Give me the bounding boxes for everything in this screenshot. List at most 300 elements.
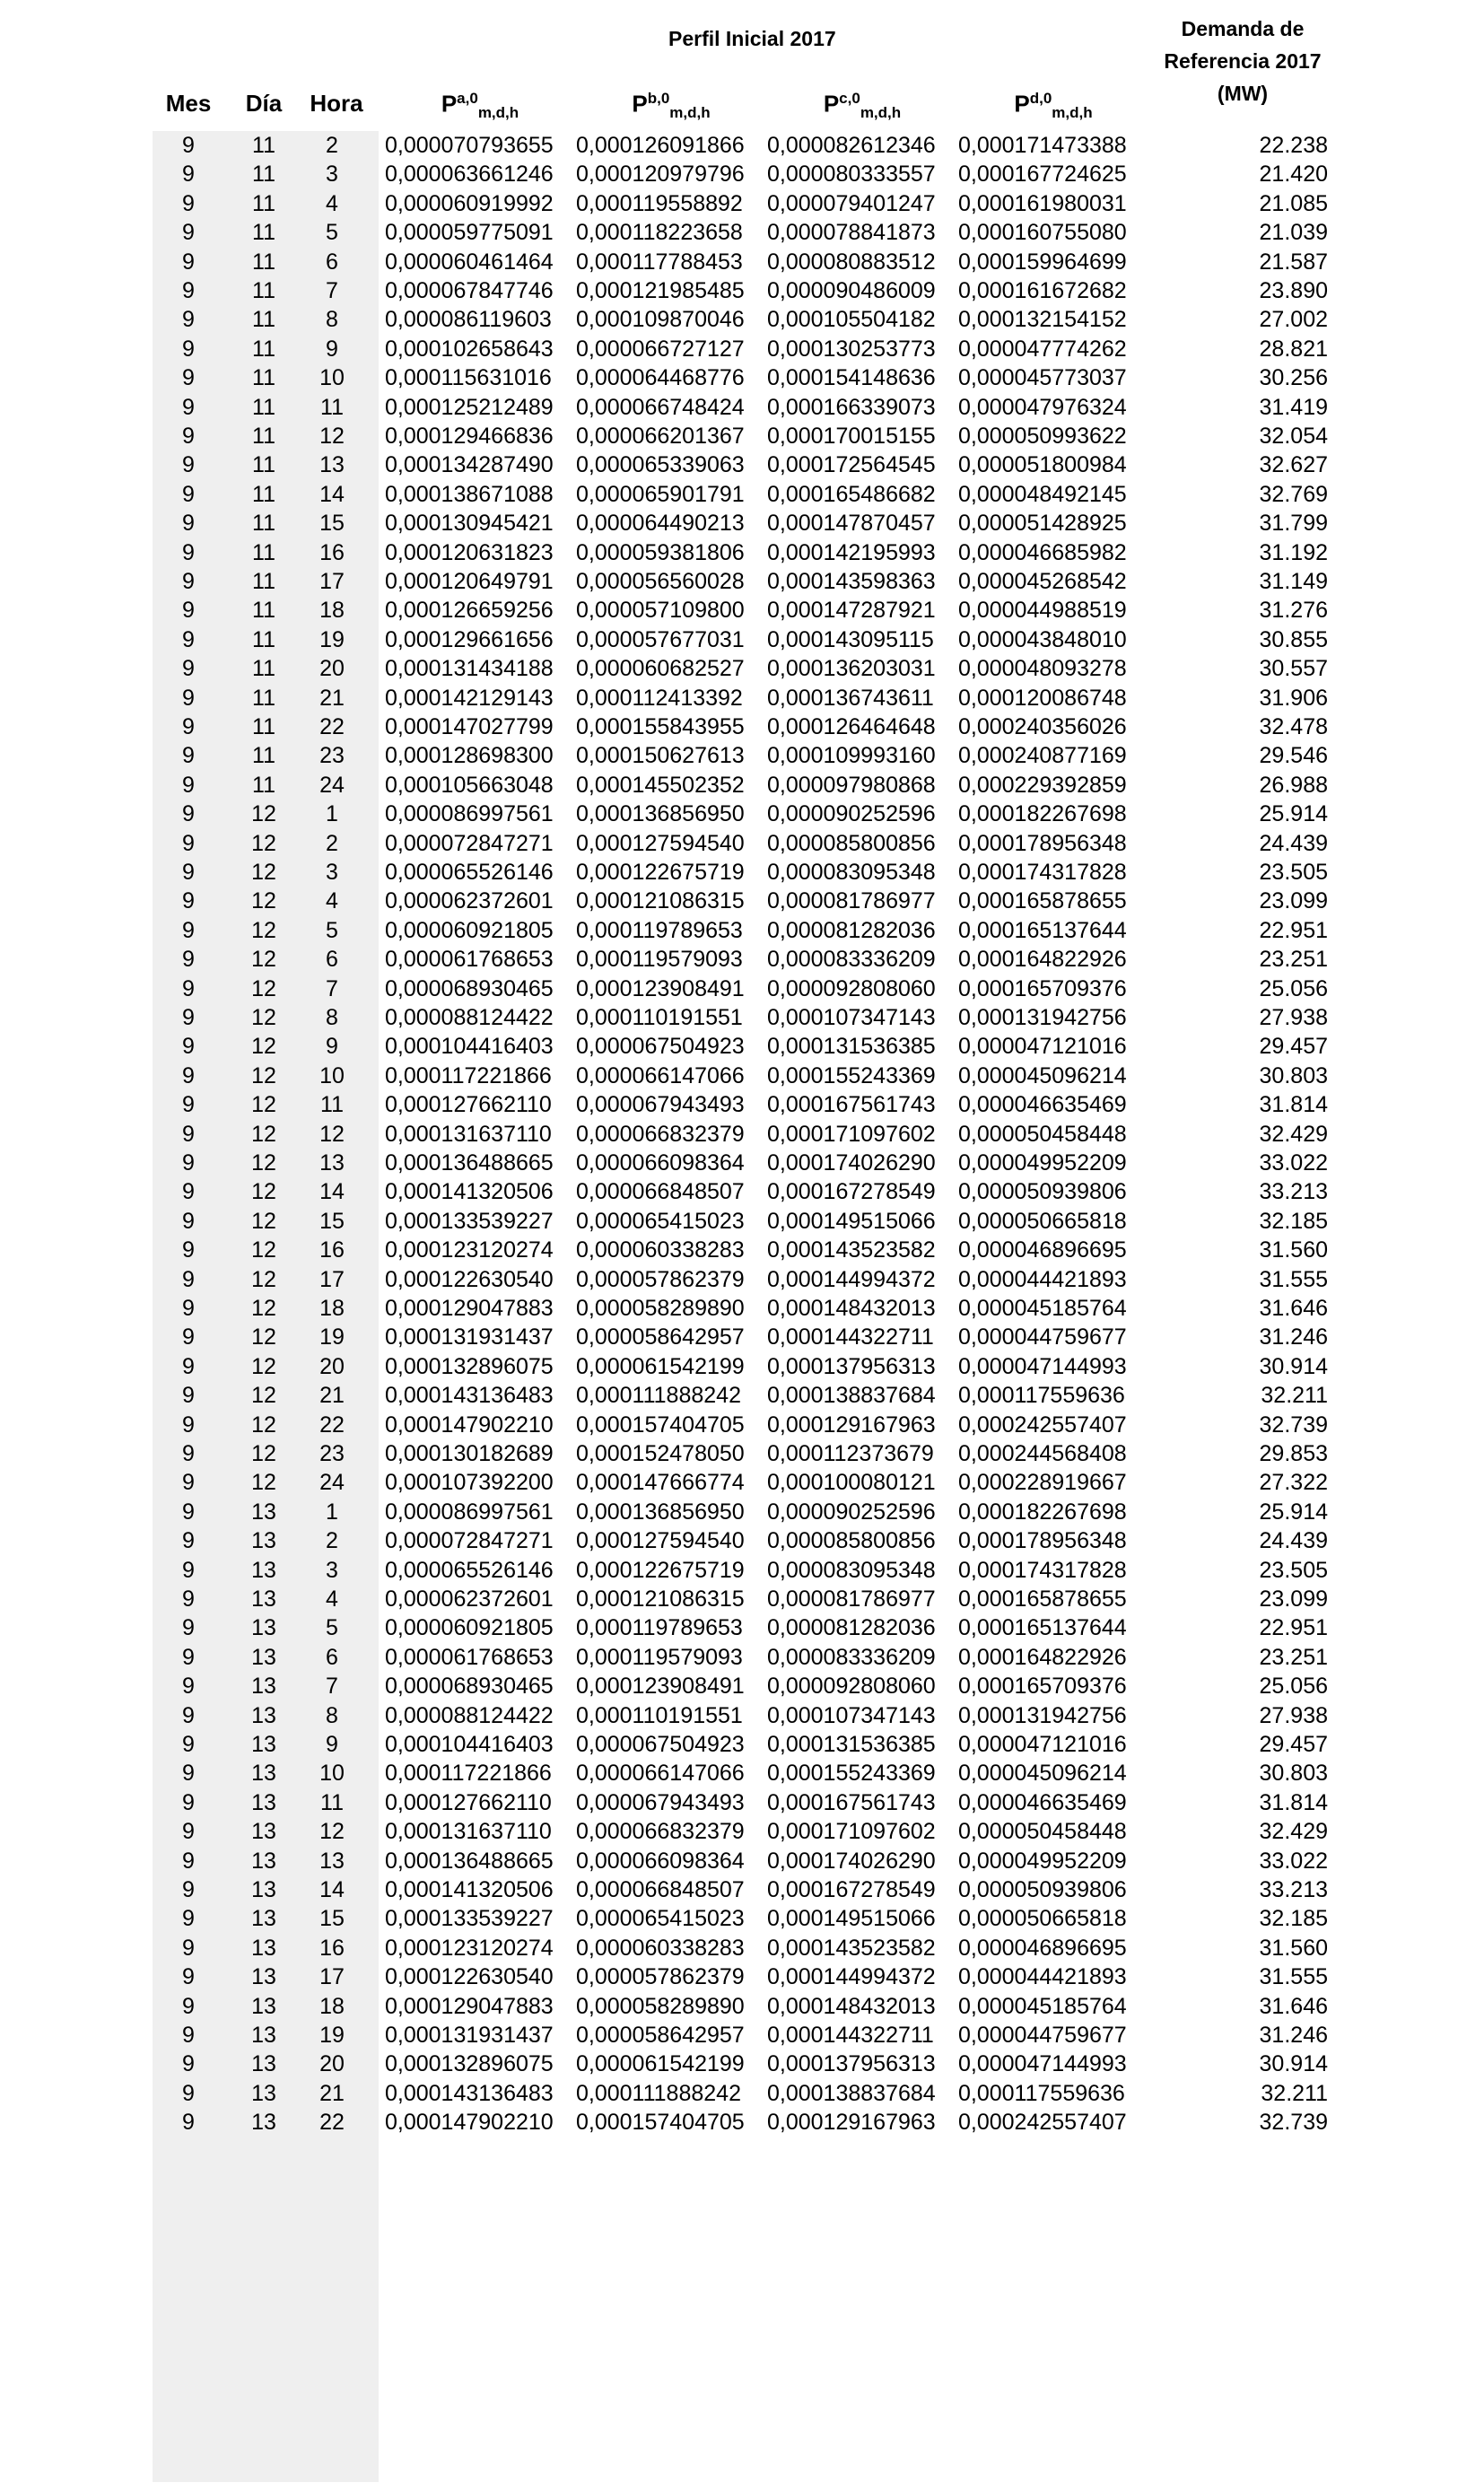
cell-pd: 0,000165709376 <box>958 1674 1127 1700</box>
cell-mes: 9 <box>182 1819 195 1845</box>
cell-pd: 0,000228919667 <box>958 1470 1127 1496</box>
cell-pa: 0,000131931437 <box>385 1324 554 1350</box>
cell-pa: 0,000122630540 <box>385 1266 554 1292</box>
cell-pd: 0,000045096214 <box>958 1761 1127 1787</box>
cell-pb: 0,000066748424 <box>576 394 745 420</box>
cell-mes: 9 <box>182 1499 195 1525</box>
cell-hora: 23 <box>319 743 345 769</box>
cell-pc: 0,000155243369 <box>767 1761 936 1787</box>
table-row <box>0 596 1484 625</box>
cell-pa: 0,000060461464 <box>385 249 554 275</box>
cell-mes: 9 <box>182 1324 195 1350</box>
cell-dia: 11 <box>252 772 275 798</box>
table-row <box>0 1177 1484 1207</box>
cell-hora: 19 <box>319 1324 345 1350</box>
cell-pc: 0,000078841873 <box>767 220 936 246</box>
cell-dia: 13 <box>251 1906 276 1932</box>
cell-pb: 0,000059381806 <box>576 539 745 565</box>
cell-demanda: 31.560 <box>1259 1935 1328 1961</box>
cell-pb: 0,000152478050 <box>576 1441 745 1466</box>
cell-pc: 0,000174026290 <box>767 1150 936 1176</box>
cell-pa: 0,000102658643 <box>385 336 554 362</box>
cell-mes: 9 <box>182 365 195 391</box>
cell-dia: 11 <box>252 626 275 652</box>
cell-pc: 0,000143598363 <box>767 569 936 594</box>
table-row <box>0 625 1484 655</box>
cell-pb: 0,000111888242 <box>576 2080 741 2106</box>
cell-hora: 21 <box>319 1383 345 1409</box>
table-row <box>0 1468 1484 1498</box>
cell-pa: 0,000143136483 <box>385 1383 554 1409</box>
cell-demanda: 31.799 <box>1259 511 1328 537</box>
superscript: b,0 <box>647 90 670 107</box>
cell-hora: 2 <box>326 830 338 856</box>
cell-hora: 4 <box>326 888 338 914</box>
column-header-pa <box>386 90 574 122</box>
cell-demanda: 32.739 <box>1259 1412 1328 1438</box>
cell-demanda: 23.099 <box>1259 888 1328 914</box>
cell-dia: 13 <box>251 1499 276 1525</box>
cell-pd: 0,000046896695 <box>958 1935 1127 1961</box>
cell-pa: 0,000120649791 <box>385 569 554 594</box>
cell-mes: 9 <box>182 2051 195 2077</box>
table-row <box>0 771 1484 800</box>
cell-mes: 9 <box>182 2080 195 2106</box>
cell-hora: 5 <box>326 917 338 943</box>
cell-pb: 0,000061542199 <box>576 1353 745 1379</box>
cell-mes: 9 <box>182 394 195 420</box>
cell-pa: 0,000128698300 <box>385 743 554 769</box>
cell-pa: 0,000131931437 <box>385 2023 554 2048</box>
table-row <box>0 1323 1484 1352</box>
cell-pd: 0,000161980031 <box>958 190 1127 216</box>
cell-mes: 9 <box>182 249 195 275</box>
cell-pb: 0,000121985485 <box>576 278 745 303</box>
cell-pd: 0,000050458448 <box>958 1121 1127 1147</box>
cell-pb: 0,000066147066 <box>576 1761 745 1787</box>
cell-dia: 11 <box>252 569 275 594</box>
cell-pa: 0,000068930465 <box>385 975 554 1001</box>
cell-pb: 0,000056560028 <box>576 569 745 594</box>
cell-pa: 0,000136488665 <box>385 1150 554 1176</box>
cell-mes: 9 <box>182 569 195 594</box>
table-row <box>0 858 1484 887</box>
cell-hora: 12 <box>319 1819 345 1845</box>
cell-hora: 14 <box>319 481 345 507</box>
cell-demanda: 31.419 <box>1259 394 1328 420</box>
cell-pd: 0,000050665818 <box>958 1906 1127 1932</box>
cell-pa: 0,000127662110 <box>385 1789 552 1815</box>
cell-mes: 9 <box>182 1121 195 1147</box>
cell-hora: 2 <box>326 133 338 158</box>
cell-hora: 17 <box>319 1266 345 1292</box>
cell-dia: 12 <box>251 947 276 973</box>
cell-dia: 12 <box>251 975 276 1001</box>
cell-pc: 0,000172564545 <box>767 452 936 478</box>
cell-pb: 0,000121086315 <box>576 888 745 914</box>
cell-hora: 18 <box>319 598 345 624</box>
cell-pa: 0,000129661656 <box>385 626 554 652</box>
cell-pc: 0,000130253773 <box>767 336 936 362</box>
cell-mes: 9 <box>182 2110 195 2136</box>
cell-pb: 0,000057109800 <box>576 598 745 624</box>
cell-dia: 12 <box>251 1412 276 1438</box>
cell-pa: 0,000065526146 <box>385 1557 554 1583</box>
cell-pd: 0,000045268542 <box>958 569 1127 594</box>
column-header-dia: Día <box>245 90 283 117</box>
table-row <box>0 305 1484 335</box>
demanda-title-line: (MW) <box>1217 82 1269 105</box>
cell-demanda: 21.039 <box>1259 220 1328 246</box>
cell-pa: 0,000067847746 <box>385 278 554 303</box>
cell-pc: 0,000167561743 <box>767 1789 936 1815</box>
cell-mes: 9 <box>182 1092 195 1118</box>
cell-pa: 0,000105663048 <box>385 772 554 798</box>
cell-pc: 0,000166339073 <box>767 394 936 420</box>
cell-mes: 9 <box>182 1789 195 1815</box>
cell-dia: 13 <box>251 1615 276 1641</box>
cell-demanda: 27.322 <box>1259 1470 1328 1496</box>
cell-pd: 0,000159964699 <box>958 249 1127 275</box>
cell-demanda: 32.739 <box>1259 2110 1328 2136</box>
cell-pd: 0,000174317828 <box>958 860 1127 885</box>
cell-demanda: 32.185 <box>1259 1208 1328 1234</box>
cell-dia: 11 <box>252 220 275 246</box>
cell-demanda: 23.251 <box>1259 1644 1328 1670</box>
cell-pc: 0,000137956313 <box>767 2051 936 2077</box>
cell-pa: 0,000107392200 <box>385 1470 554 1496</box>
cell-demanda: 30.914 <box>1259 1353 1328 1379</box>
cell-pb: 0,000155843955 <box>576 714 745 739</box>
table-row <box>0 712 1484 742</box>
cell-hora: 22 <box>319 1412 345 1438</box>
cell-pd: 0,000045096214 <box>958 1062 1127 1088</box>
cell-demanda: 22.951 <box>1259 917 1328 943</box>
cell-pb: 0,000066727127 <box>576 336 745 362</box>
cell-mes: 9 <box>182 336 195 362</box>
cell-demanda: 32.478 <box>1259 714 1328 739</box>
cell-demanda: 30.914 <box>1259 2051 1328 2077</box>
cell-pb: 0,000064468776 <box>576 365 745 391</box>
cell-pa: 0,000062372601 <box>385 1586 554 1612</box>
cell-pa: 0,000123120274 <box>385 1237 554 1263</box>
cell-pa: 0,000136488665 <box>385 1848 554 1874</box>
cell-mes: 9 <box>182 162 195 188</box>
cell-pb: 0,000065415023 <box>576 1208 745 1234</box>
cell-dia: 13 <box>251 2110 276 2136</box>
cell-pc: 0,000148432013 <box>767 1993 936 2019</box>
table-row <box>0 422 1484 451</box>
table-row <box>0 975 1484 1004</box>
cell-pb: 0,000066848507 <box>576 1179 745 1205</box>
symbol-p: P <box>632 90 648 118</box>
cell-pd: 0,000050993622 <box>958 424 1127 449</box>
cell-pd: 0,000117559636 <box>958 2080 1125 2106</box>
cell-hora: 4 <box>326 1586 338 1612</box>
cell-pa: 0,000130182689 <box>385 1441 554 1466</box>
cell-pb: 0,000057862379 <box>576 1964 745 1990</box>
cell-pd: 0,000165878655 <box>958 888 1127 914</box>
cell-hora: 23 <box>319 1441 345 1466</box>
cell-demanda: 25.914 <box>1259 801 1328 827</box>
table-row <box>0 1672 1484 1701</box>
cell-pa: 0,000104416403 <box>385 1732 554 1757</box>
cell-pb: 0,000057677031 <box>576 626 745 652</box>
cell-pd: 0,000047144993 <box>958 2051 1127 2077</box>
cell-pd: 0,000044759677 <box>958 2023 1127 2048</box>
cell-pb: 0,000112413392 <box>576 685 743 711</box>
cell-hora: 11 <box>320 1789 344 1815</box>
cell-hora: 13 <box>319 1150 345 1176</box>
cell-hora: 16 <box>319 1935 345 1961</box>
cell-dia: 13 <box>251 1644 276 1670</box>
table-row <box>0 1062 1484 1091</box>
cell-dia: 12 <box>251 1150 276 1176</box>
cell-demanda: 27.938 <box>1259 1702 1328 1728</box>
cell-pc: 0,000083336209 <box>767 947 936 973</box>
cell-pa: 0,000127662110 <box>385 1092 552 1118</box>
cell-mes: 9 <box>182 278 195 303</box>
cell-pa: 0,000059775091 <box>385 220 554 246</box>
cell-pa: 0,000142129143 <box>385 685 554 711</box>
cell-pc: 0,000154148636 <box>767 365 936 391</box>
cell-pb: 0,000067943493 <box>576 1789 745 1815</box>
table-row <box>0 2108 1484 2137</box>
cell-pb: 0,000117788453 <box>576 249 743 275</box>
cell-pb: 0,000066098364 <box>576 1150 745 1176</box>
cell-demanda: 31.149 <box>1259 569 1328 594</box>
cell-pc: 0,000092808060 <box>767 975 936 1001</box>
column-header-mes: Mes <box>165 90 212 117</box>
cell-dia: 13 <box>251 1528 276 1554</box>
cell-pc: 0,000142195993 <box>767 539 936 565</box>
cell-pd: 0,000046896695 <box>958 1237 1127 1263</box>
cell-dia: 12 <box>251 1208 276 1234</box>
cell-demanda: 25.056 <box>1259 1674 1328 1700</box>
superscript: a,0 <box>457 90 478 107</box>
symbol-p: P <box>1014 90 1030 118</box>
table-row <box>0 393 1484 423</box>
cell-pd: 0,000045185764 <box>958 1296 1127 1321</box>
cell-pa: 0,000061768653 <box>385 947 554 973</box>
cell-mes: 9 <box>182 1674 195 1700</box>
cell-pc: 0,000080883512 <box>767 249 936 275</box>
cell-pd: 0,000244568408 <box>958 1441 1127 1466</box>
cell-pc: 0,000149515066 <box>767 1208 936 1234</box>
cell-pc: 0,000147287921 <box>767 598 936 624</box>
cell-dia: 11 <box>252 452 275 478</box>
cell-pb: 0,000065901791 <box>576 481 745 507</box>
cell-pc: 0,000143095115 <box>767 626 934 652</box>
table-row <box>0 1149 1484 1178</box>
cell-pd: 0,000047121016 <box>958 1732 1127 1757</box>
cell-mes: 9 <box>182 801 195 827</box>
column-header-pb <box>577 90 765 122</box>
cell-mes: 9 <box>182 190 195 216</box>
cell-pc: 0,000100080121 <box>767 1470 936 1496</box>
cell-hora: 20 <box>319 656 345 682</box>
cell-demanda: 23.099 <box>1259 1586 1328 1612</box>
cell-pa: 0,000141320506 <box>385 1877 554 1902</box>
cell-demanda: 29.853 <box>1259 1441 1328 1466</box>
cell-pb: 0,000136856950 <box>576 1499 745 1525</box>
cell-pd: 0,000050458448 <box>958 1819 1127 1845</box>
cell-pc: 0,000129167963 <box>767 1412 936 1438</box>
cell-pd: 0,000178956348 <box>958 1528 1127 1554</box>
cell-dia: 13 <box>251 1993 276 2019</box>
cell-pb: 0,000065415023 <box>576 1906 745 1932</box>
column-header-pd <box>959 90 1148 122</box>
cell-dia: 13 <box>251 1586 276 1612</box>
cell-pc: 0,000148432013 <box>767 1296 936 1321</box>
cell-pc: 0,000138837684 <box>767 2080 936 2106</box>
cell-dia: 11 <box>252 162 275 188</box>
cell-pc: 0,000167278549 <box>767 1179 936 1205</box>
cell-pd: 0,000174317828 <box>958 1557 1127 1583</box>
cell-demanda: 24.439 <box>1259 830 1328 856</box>
cell-dia: 12 <box>251 1470 276 1496</box>
cell-hora: 24 <box>319 772 345 798</box>
cell-pb: 0,000119789653 <box>576 1615 743 1641</box>
cell-demanda: 25.056 <box>1259 975 1328 1001</box>
cell-mes: 9 <box>182 1383 195 1409</box>
cell-pc: 0,000082612346 <box>767 133 936 158</box>
cell-mes: 9 <box>182 626 195 652</box>
cell-pc: 0,000085800856 <box>767 1528 936 1554</box>
cell-pc: 0,000083095348 <box>767 860 936 885</box>
cell-pb: 0,000121086315 <box>576 1586 745 1612</box>
cell-pa: 0,000060921805 <box>385 917 554 943</box>
cell-pb: 0,000067504923 <box>576 1034 745 1060</box>
cell-pd: 0,000047144993 <box>958 1353 1127 1379</box>
cell-dia: 11 <box>252 656 275 682</box>
cell-hora: 15 <box>319 1906 345 1932</box>
cell-pb: 0,000066147066 <box>576 1062 745 1088</box>
cell-hora: 19 <box>319 626 345 652</box>
table-row <box>0 567 1484 597</box>
cell-pc: 0,000167278549 <box>767 1877 936 1902</box>
cell-dia: 13 <box>251 2080 276 2106</box>
cell-pc: 0,000136203031 <box>767 656 936 682</box>
table-row <box>0 1411 1484 1440</box>
cell-pd: 0,000131942756 <box>958 1005 1127 1030</box>
cell-hora: 18 <box>319 1296 345 1321</box>
cell-mes: 9 <box>182 481 195 507</box>
cell-demanda: 30.855 <box>1259 626 1328 652</box>
cell-pa: 0,000072847271 <box>385 830 554 856</box>
cell-pa: 0,000131434188 <box>385 656 554 682</box>
cell-dia: 12 <box>251 888 276 914</box>
cell-hora: 13 <box>319 1848 345 1874</box>
cell-dia: 12 <box>251 1324 276 1350</box>
table-row <box>0 1352 1484 1382</box>
cell-pb: 0,000064490213 <box>576 511 745 537</box>
cell-pd: 0,000047774262 <box>958 336 1127 362</box>
cell-hora: 20 <box>319 1353 345 1379</box>
cell-pb: 0,000057862379 <box>576 1266 745 1292</box>
subscript: m,d,h <box>860 103 902 121</box>
cell-dia: 13 <box>251 2023 276 2048</box>
cell-hora: 9 <box>326 1732 338 1757</box>
cell-mes: 9 <box>182 1150 195 1176</box>
cell-pb: 0,000111888242 <box>576 1383 741 1409</box>
cell-pa: 0,000126659256 <box>385 598 554 624</box>
cell-hora: 8 <box>326 307 338 333</box>
cell-demanda: 29.457 <box>1259 1732 1328 1757</box>
cell-pc: 0,000107347143 <box>767 1005 936 1030</box>
cell-pa: 0,000134287490 <box>385 452 554 478</box>
cell-pa: 0,000086997561 <box>385 1499 554 1525</box>
cell-demanda: 28.821 <box>1259 336 1328 362</box>
cell-pd: 0,000178956348 <box>958 830 1127 856</box>
table-row <box>0 218 1484 248</box>
table-row <box>0 1817 1484 1847</box>
cell-pc: 0,000080333557 <box>767 162 936 188</box>
cell-pd: 0,000047121016 <box>958 1034 1127 1060</box>
cell-pa: 0,000132896075 <box>385 2051 554 2077</box>
cell-hora: 12 <box>319 1121 345 1147</box>
cell-demanda: 23.505 <box>1259 1557 1328 1583</box>
cell-pc: 0,000144994372 <box>767 1964 936 1990</box>
cell-pc: 0,000144322711 <box>767 2023 934 2048</box>
cell-pb: 0,000066832379 <box>576 1819 745 1845</box>
cell-pa: 0,000123120274 <box>385 1935 554 1961</box>
cell-pd: 0,000242557407 <box>958 1412 1127 1438</box>
cell-pb: 0,000118223658 <box>576 220 743 246</box>
cell-mes: 9 <box>182 1266 195 1292</box>
cell-demanda: 29.457 <box>1259 1034 1328 1060</box>
cell-pa: 0,000061768653 <box>385 1644 554 1670</box>
cell-dia: 13 <box>251 1557 276 1583</box>
cell-dia: 13 <box>251 1702 276 1728</box>
cell-mes: 9 <box>182 772 195 798</box>
table-row <box>0 1003 1484 1033</box>
cell-mes: 9 <box>182 1208 195 1234</box>
cell-hora: 22 <box>319 714 345 739</box>
cell-pd: 0,000044421893 <box>958 1266 1127 1292</box>
demanda-title <box>1139 13 1346 109</box>
cell-hora: 9 <box>326 336 338 362</box>
cell-hora: 13 <box>319 452 345 478</box>
cell-hora: 5 <box>326 220 338 246</box>
column-header-hora: Hora <box>310 90 363 117</box>
subscript: m,d,h <box>1052 103 1093 121</box>
cell-pb: 0,000060338283 <box>576 1237 745 1263</box>
cell-pc: 0,000129167963 <box>767 2110 936 2136</box>
cell-pc: 0,000165486682 <box>767 481 936 507</box>
cell-pd: 0,000240877169 <box>958 743 1127 769</box>
cell-hora: 19 <box>319 2023 345 2048</box>
cell-dia: 12 <box>251 1092 276 1118</box>
table-row <box>0 160 1484 189</box>
cell-mes: 9 <box>182 1702 195 1728</box>
cell-hora: 17 <box>319 569 345 594</box>
table-row <box>0 654 1484 684</box>
cell-dia: 12 <box>251 1266 276 1292</box>
table-row <box>0 887 1484 916</box>
cell-pb: 0,000127594540 <box>576 1528 745 1554</box>
cell-mes: 9 <box>182 714 195 739</box>
cell-pb: 0,000058289890 <box>576 1993 745 2019</box>
cell-demanda: 33.213 <box>1259 1877 1328 1902</box>
cell-hora: 7 <box>326 1674 338 1700</box>
cell-demanda: 33.022 <box>1259 1150 1328 1176</box>
cell-dia: 13 <box>251 2051 276 2077</box>
cell-dia: 13 <box>251 1819 276 1845</box>
cell-pc: 0,000090252596 <box>767 1499 936 1525</box>
cell-pd: 0,000161672682 <box>958 278 1127 303</box>
table-row <box>0 538 1484 568</box>
